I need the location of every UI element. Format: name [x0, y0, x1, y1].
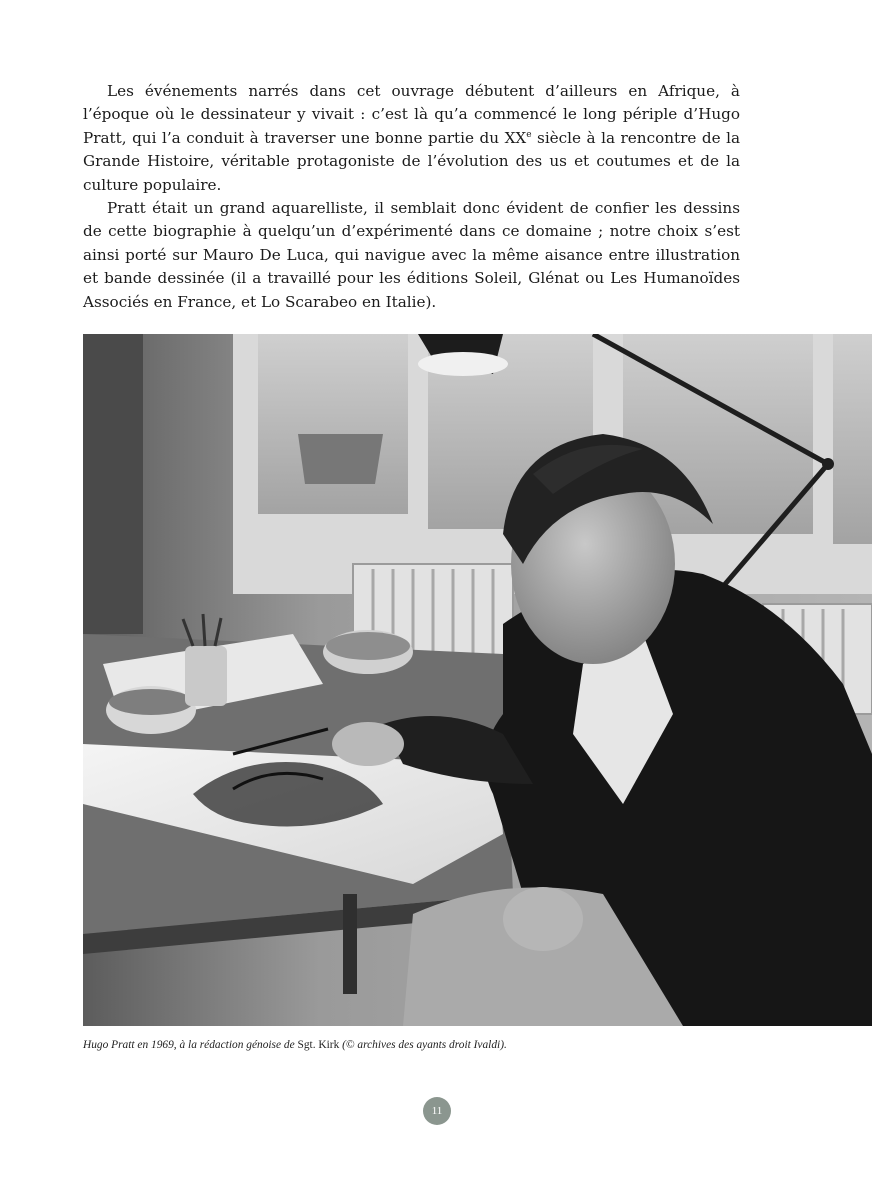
paragraph-1-text: Les événements narrés dans cet ouvrage débutent d’ailleurs en Afrique, à l’époque où le dessinateur y vivait : c’est là qu’a commencé le long périple d’Hugo Pratt, qui l’a conduit à traverser une bonne partie du — [83, 82, 740, 147]
century-superscript: e — [526, 129, 532, 140]
page-number: 11 — [431, 1105, 443, 1117]
paragraph-1 — [83, 80, 740, 197]
caption-part-2: Sgt. Kirk — [297, 1039, 340, 1051]
photo-caption — [83, 1039, 783, 1051]
photo-illustration — [83, 334, 872, 1026]
paragraph-1-text-rest: siècle à la rencontre de la Grande Histoire, véritable protagoniste de l’évolution des us et coutumes et de la culture populaire. — [83, 128, 741, 194]
caption-part-3: (© archives des ayants droit Ivaldi). — [339, 1039, 507, 1051]
paragraph-2-text: Pratt était un grand aquarelliste, il semblait donc évident de confier les dessins de cette biographie à quelqu’un d’expérimenté dans ce domaine ; notre choix s’est ainsi porté sur Mauro De Luca, qui navigue avec la même aisance entre illustration et bande dessinée (il a travaillé pour les éditions Soleil, Glénat ou Les Humanoïdes Associés en France, et Lo Scarabeo en Italie). — [83, 199, 740, 311]
caption-part-1: Hugo Pratt en 1969, à la rédaction génoise de — [83, 1039, 298, 1051]
page-number-badge — [423, 1097, 451, 1125]
photo-hugo-pratt — [83, 334, 872, 1026]
century-numeral: XX — [504, 128, 527, 147]
paragraph-2 — [83, 197, 740, 314]
